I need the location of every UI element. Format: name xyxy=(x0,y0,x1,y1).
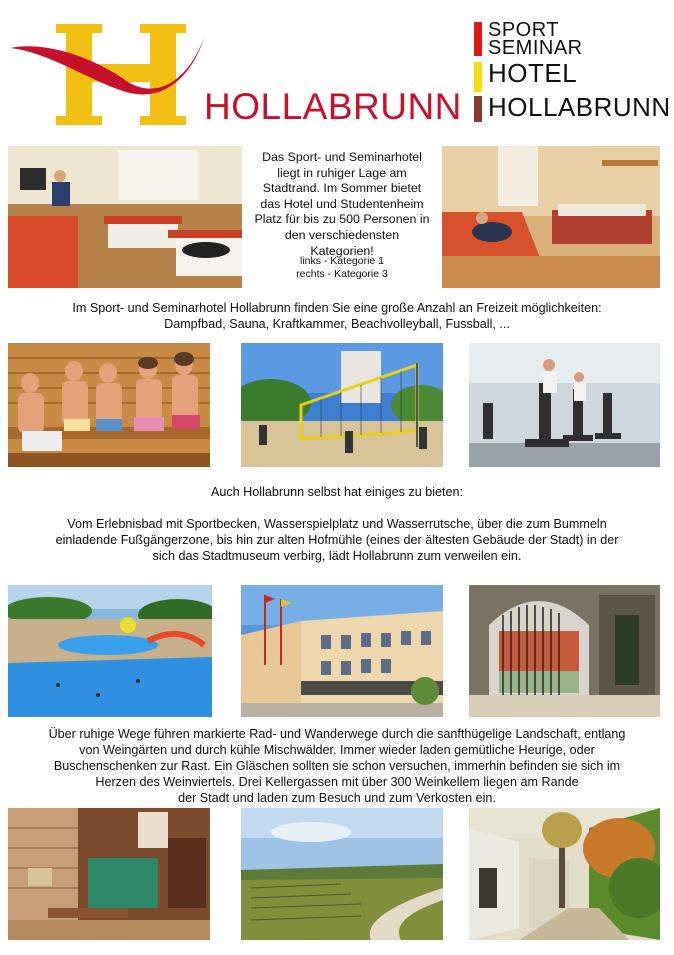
logo-word-hollabrunn: HOLLABRUNN xyxy=(488,92,671,122)
leisure-line-2: Dampfbad, Sauna, Kraftkammer, Beachvolleyball, Fussball, ... xyxy=(164,317,510,331)
h-letter-graphic xyxy=(8,20,208,128)
gym-photo xyxy=(469,343,660,467)
hollabrunn-logo xyxy=(8,20,462,130)
yellow-swatch xyxy=(474,62,482,92)
red-swatch xyxy=(474,22,482,56)
room-photo-category-1 xyxy=(8,146,242,288)
sauna-photo xyxy=(8,343,210,467)
nature-line-1: Über ruhige Wege führen markierte Rad- und Wanderwege durch die sanfthügelige Landschaft, entlang xyxy=(48,727,626,741)
leisure-line-1: Im Sport- und Seminarhotel Hollabrunn finden Sie eine große Anzahl an Freizeit möglichkeiten: xyxy=(72,301,602,315)
nature-line-5: der Stadt und laden zum Besuch und zum Verkosten ein. xyxy=(178,791,496,805)
town-heading: Auch Hollabrunn selbst hat einiges zu bieten: xyxy=(210,485,464,499)
intro-note-right: rechts - Kategorie 3 xyxy=(296,268,388,280)
room-photo-category-3 xyxy=(442,146,660,288)
heuriger-photo xyxy=(8,808,210,940)
sport-seminar-logo xyxy=(470,18,671,130)
hofmuehle-photo xyxy=(469,585,660,717)
kellergasse-photo xyxy=(469,808,660,940)
beachvolleyball-photo xyxy=(241,343,443,467)
pool-photo xyxy=(8,585,212,717)
intro-text: Das Sport- und Seminarhotel liegt in ruhiger Lage am Stadtrand. Im Sommer bietet das Hotel und Studentenheim Platz für bis zu 500 Personen in den verschiedensten Kategorien! xyxy=(254,150,430,258)
brown-swatch xyxy=(474,96,482,122)
town-line-3: sich das Stadtmuseum verbirg, lädt Hollabrunn zum verweilen ein. xyxy=(152,549,522,563)
town-line-1: Vom Erlebnisbad mit Sportbecken, Wasserspielplatz und Wasserrutsche, über die zum Bummeln xyxy=(67,517,607,531)
nature-line-4: Herzen des Weinviertels. Drei Kellergassen mit über 300 Weinkellem liegen am Rande xyxy=(95,775,579,789)
brand-name: HOLLABRUNN xyxy=(204,86,462,127)
logo-word-sport: SPORT xyxy=(488,19,560,41)
logo-word-hotel: HOTEL xyxy=(488,58,578,88)
nature-line-2: von Weingärten und durch kühle Mischwälder. Immer wieder laden gemütliche Heurige, oder xyxy=(79,743,595,757)
logo-word-seminar: SEMINAR xyxy=(488,37,583,59)
intro-note-left: links - Kategorie 1 xyxy=(299,255,385,267)
town-line-2: einladende Fußgängerzone, bis hin zur alten Hofmühle (eines der ältesten Gebäude der Stadt) in der xyxy=(55,533,619,547)
vineyard-path-photo xyxy=(241,808,443,940)
nature-line-3: Buschenschenken zur Rast. Ein Gläschen sollten sie schon versuchen, immerhin befinden sie sich im xyxy=(53,759,621,773)
town-square-photo xyxy=(241,585,443,717)
